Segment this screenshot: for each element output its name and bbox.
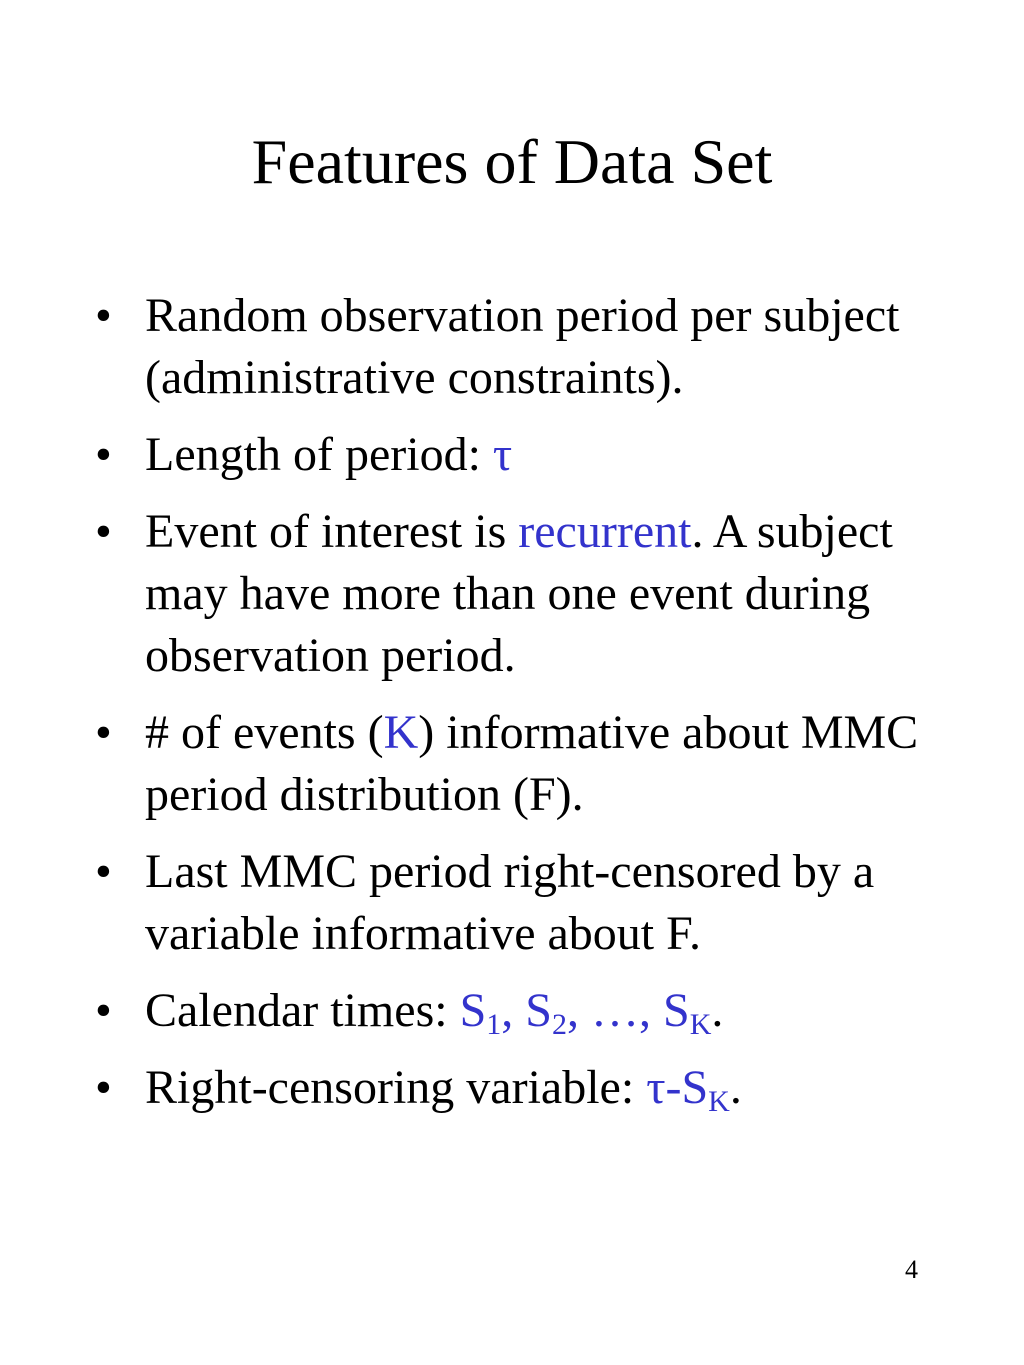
bullet-item-right-censoring-variable [95,1057,955,1119]
bullet-text: Last MMC period right-censored by a variable informative about F. [145,845,875,960]
sk-symbol: S [662,984,690,1037]
bullet-text: ) informative about MMC period distribution (F). [145,706,919,821]
bullet-marker: • [95,428,112,481]
sk-subscript: K [689,1008,712,1041]
slide-title: Features of Data Set [251,126,773,197]
tau-symbol: τ [492,428,513,481]
bullet-text: Random observation period per subject (administrative constraints). [145,289,900,404]
separator: , [501,984,526,1037]
tau-minus-s: τ-S [646,1061,709,1114]
bullet-marker: • [95,1061,112,1114]
highlight-k: K [383,706,419,759]
bullet-text: . [729,1061,742,1114]
bullet-text: Right-censoring variable: [145,1061,647,1114]
bullet-text: . [711,984,724,1037]
separator: , …, [566,984,663,1037]
bullet-list [95,285,955,1134]
k-subscript: K [708,1085,730,1118]
censoring-expression [646,1061,730,1118]
bullet-text: Calendar times: [145,984,460,1037]
bullet-item-number-of-events [95,702,955,826]
s1-symbol: S [459,984,487,1037]
bullet-text: . A subject may have more than one event during observation period. [145,505,893,682]
bullet-item-recurrent-event [95,501,955,687]
bullet-item-observation-period [95,285,955,409]
bullet-marker: • [95,289,112,342]
bullet-marker: • [95,845,112,898]
highlight-recurrent: recurrent [518,505,692,558]
bullet-marker: • [95,505,112,558]
bullet-marker: • [95,706,112,759]
s2-subscript: 2 [551,1008,567,1041]
bullet-item-length-of-period [95,424,955,486]
bullet-text: Event of interest is [145,505,519,558]
s1-subscript: 1 [486,1008,502,1041]
calendar-times-expression [459,984,712,1041]
page-number: 4 [905,1255,918,1284]
bullet-text: Length of period: [145,428,493,481]
bullet-item-calendar-times [95,980,955,1042]
bullet-text: # of events ( [145,706,384,759]
s2-symbol: S [525,984,552,1037]
bullet-item-right-censored [95,841,955,965]
bullet-marker: • [95,984,112,1037]
